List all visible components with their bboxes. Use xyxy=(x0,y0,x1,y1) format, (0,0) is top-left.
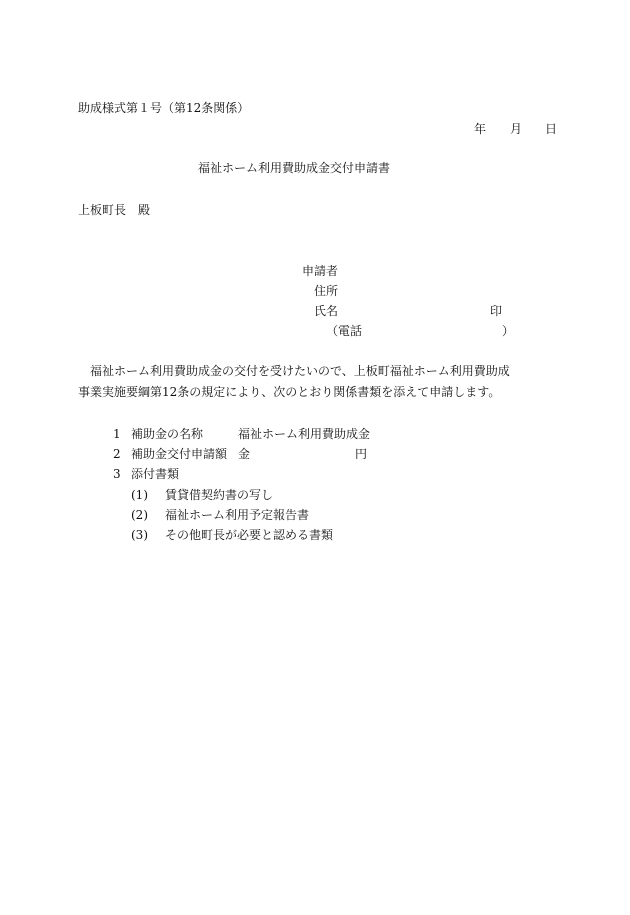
item-label: 添付書類 xyxy=(131,467,180,481)
attachment-label: 福祉ホーム利用予定報告書 xyxy=(165,508,310,522)
attachment-label: 賃貸借契約書の写し xyxy=(165,488,274,502)
body-line-1: 福祉ホーム利用費助成金の交付を受けたいので、上板町福祉ホーム利用費助成 xyxy=(90,364,510,378)
attachment-label: その他町長が必要と認める書類 xyxy=(165,528,334,542)
date-day: 日 xyxy=(545,122,558,136)
date-year: 年 xyxy=(474,122,487,136)
item-label: 補助金交付申請額 xyxy=(131,447,228,461)
item-number: 3 xyxy=(113,467,121,481)
seal-mark: 印 xyxy=(490,304,503,318)
amount-prefix: 金 xyxy=(238,447,251,461)
document-title: 福祉ホーム利用費助成金交付申請書 xyxy=(198,161,391,175)
attachment-number: (2) xyxy=(131,508,148,522)
amount-suffix: 円 xyxy=(355,447,368,461)
item-value: 福祉ホーム利用費助成金 xyxy=(238,427,371,441)
applicant-heading: 申請者 xyxy=(302,264,339,278)
body-line-2: 事業実施要綱第12条の規定により、次のとおり関係書類を添えて申請します。 xyxy=(78,385,501,399)
name-label: 氏名 xyxy=(314,304,339,318)
form-number: 助成様式第１号（第12条関係） xyxy=(78,101,250,115)
phone-label: （電話 xyxy=(326,324,363,338)
address-label: 住所 xyxy=(314,284,339,298)
attachment-number: (3) xyxy=(131,528,148,542)
phone-close: ） xyxy=(502,324,515,338)
addressee: 上板町長 殿 xyxy=(78,203,151,217)
attachment-number: (1) xyxy=(131,488,148,502)
item-number: 1 xyxy=(113,427,121,441)
date-month: 月 xyxy=(510,122,523,136)
item-label: 補助金の名称 xyxy=(131,427,204,441)
item-number: 2 xyxy=(113,447,121,461)
